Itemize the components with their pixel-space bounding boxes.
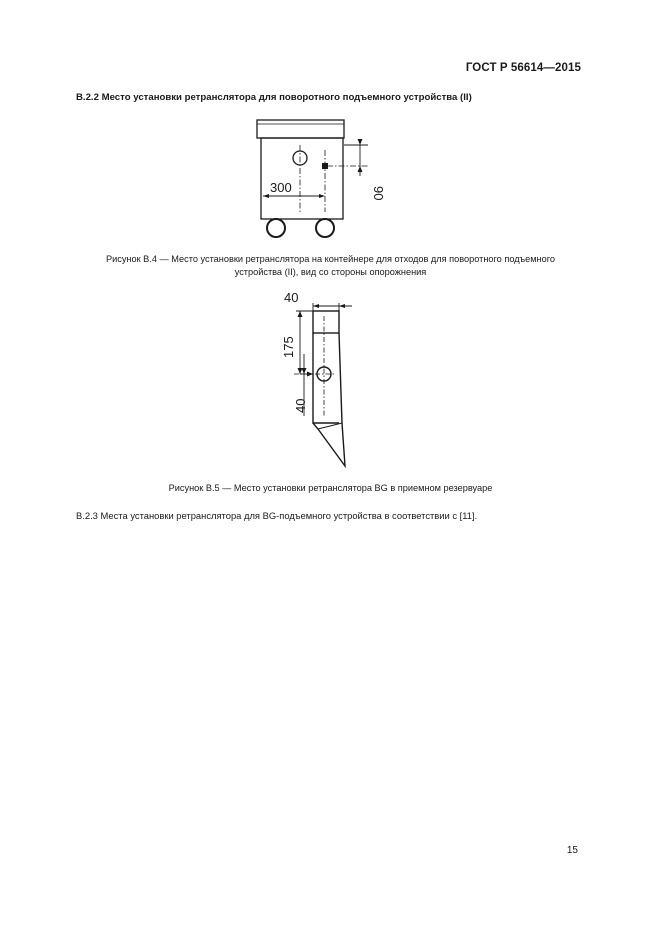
receiver-body [313, 333, 339, 423]
section-text-b23: В.2.3 Места установки ретранслятора для BG-подъемного устройства в соответствии с [11]. [76, 510, 478, 521]
wheel-right-icon [316, 219, 334, 237]
figure-b4-caption-line2: устройства (II), вид со стороны опорожнения [234, 267, 427, 277]
container-lid [257, 120, 344, 138]
figure-b5-drawing [276, 286, 356, 471]
standard-code: ГОСТ Р 56614—2015 [465, 62, 581, 74]
dimension-175-label: 175 [281, 336, 296, 358]
figure-b4-caption-line1: Рисунок В.4 — Место установки ретранслятора на контейнере для отходов для поворотного подъемного [105, 254, 555, 264]
dimension-90-label: 90 [371, 186, 386, 201]
figure-b4-caption [60, 253, 601, 279]
figure-b5-caption: Рисунок В.5 — Место установки ретранслятора BG в приемном резервуаре [168, 483, 493, 493]
dimension-40-side-label: 40 [293, 398, 308, 413]
figure-b4-drawing [240, 112, 390, 242]
wheel-left-icon [267, 219, 285, 237]
container-body [261, 138, 343, 219]
section-heading-b22: В.2.2 Место установки ретранслятора для поворотного подъемного устройства (II) [76, 92, 472, 103]
receiver-upper-block [313, 311, 339, 333]
dimension-300-label: 300 [270, 180, 292, 195]
dimension-40-top-label: 40 [284, 290, 299, 305]
page-number: 15 [566, 845, 578, 856]
